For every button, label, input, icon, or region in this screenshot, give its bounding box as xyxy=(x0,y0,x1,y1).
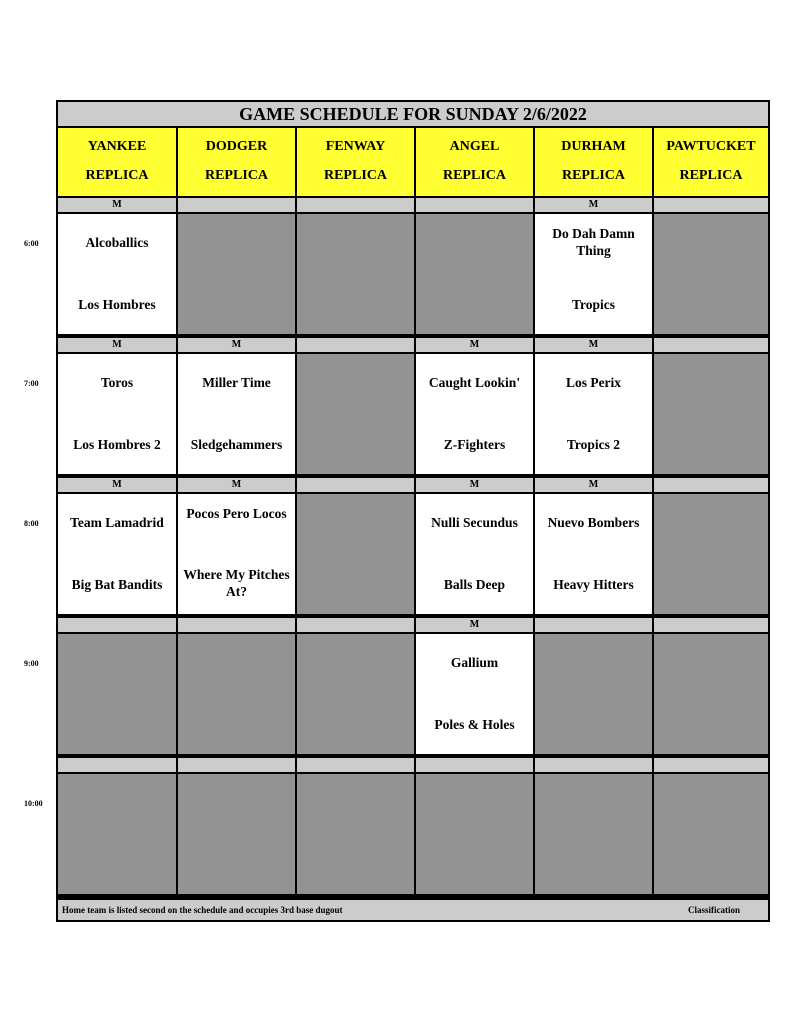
marker-cell xyxy=(297,478,414,492)
field-name: DURHAM xyxy=(561,138,626,154)
marker-cell: M xyxy=(416,338,533,352)
empty-slot xyxy=(297,774,414,894)
marker-cell: M xyxy=(416,478,533,492)
empty-slot xyxy=(416,214,533,334)
marker-cell xyxy=(416,198,533,212)
marker-cell xyxy=(535,758,652,772)
marker-cell xyxy=(654,198,768,212)
empty-slot xyxy=(178,214,295,334)
marker-cell: M xyxy=(535,198,652,212)
time-label: 8:00 xyxy=(24,519,39,528)
away-team: Nuevo Bombers xyxy=(547,515,640,530)
game-cell xyxy=(178,494,295,614)
home-team: Balls Deep xyxy=(443,577,506,592)
game-cell xyxy=(416,354,533,474)
empty-slot xyxy=(535,774,652,894)
marker-cell xyxy=(178,198,295,212)
empty-slot xyxy=(297,494,414,614)
marker-cell xyxy=(654,478,768,492)
away-team: Gallium xyxy=(450,655,499,670)
game-cell xyxy=(535,494,652,614)
game-cell xyxy=(58,494,176,614)
empty-slot xyxy=(178,774,295,894)
away-team: Nulli Secundus xyxy=(431,515,518,530)
home-team: Heavy Hitters xyxy=(553,577,634,592)
game-cell xyxy=(416,494,533,614)
field-subtitle: REPLICA xyxy=(561,168,625,184)
marker-cell xyxy=(58,758,176,772)
empty-slot xyxy=(654,774,768,894)
empty-slot xyxy=(654,354,768,474)
game-cell xyxy=(535,354,652,474)
marker-cell xyxy=(535,618,652,632)
marker-cell xyxy=(297,338,414,352)
field-name: ANGEL xyxy=(449,138,500,154)
empty-slot xyxy=(416,774,533,894)
away-team: Caught Lookin' xyxy=(428,375,521,390)
empty-slot xyxy=(297,634,414,754)
marker-cell: M xyxy=(416,618,533,632)
empty-slot xyxy=(58,634,176,754)
empty-slot xyxy=(654,494,768,614)
home-team: Sledgehammers xyxy=(190,437,283,452)
schedule-table xyxy=(56,100,770,922)
empty-slot xyxy=(654,214,768,334)
schedule-footer xyxy=(58,900,768,920)
marker-cell: M xyxy=(535,478,652,492)
time-label: 9:00 xyxy=(24,659,39,668)
home-team: Where My Pitches At? xyxy=(183,567,290,599)
time-label: 7:00 xyxy=(24,379,39,388)
marker-cell: M xyxy=(58,198,176,212)
away-team: Team Lamadrid xyxy=(70,515,164,530)
marker-cell: M xyxy=(58,478,176,492)
schedule-title: GAME SCHEDULE FOR SUNDAY 2/6/2022 xyxy=(58,102,768,126)
marker-cell xyxy=(178,618,295,632)
home-team: Los Hombres xyxy=(78,297,156,312)
home-team: Z-Fighters xyxy=(443,437,506,452)
marker-cell xyxy=(58,618,176,632)
marker-cell xyxy=(178,758,295,772)
empty-slot xyxy=(58,774,176,894)
empty-slot xyxy=(297,214,414,334)
empty-slot xyxy=(178,634,295,754)
game-cell xyxy=(58,354,176,474)
field-name: DODGER xyxy=(205,138,268,154)
field-subtitle: REPLICA xyxy=(204,168,268,184)
marker-cell xyxy=(654,758,768,772)
home-team: Los Hombres 2 xyxy=(73,437,161,452)
empty-slot xyxy=(654,634,768,754)
marker-cell: M xyxy=(535,338,652,352)
away-team: Do Dah Damn Thing xyxy=(552,226,635,258)
game-cell xyxy=(535,214,652,334)
marker-cell xyxy=(654,618,768,632)
time-label: 10:00 xyxy=(24,799,43,808)
away-team: Pocos Pero Locos xyxy=(186,506,287,521)
empty-slot xyxy=(297,354,414,474)
field-header-fenway xyxy=(297,128,414,196)
field-subtitle: REPLICA xyxy=(323,168,387,184)
field-name: YANKEE xyxy=(87,138,147,154)
away-team: Toros xyxy=(100,375,134,390)
field-header-yankee xyxy=(58,128,176,196)
field-subtitle: REPLICA xyxy=(679,168,743,184)
marker-cell xyxy=(297,758,414,772)
home-team: Poles & Holes xyxy=(434,717,515,732)
footer-note: Home team is listed second on the schedule and occupies 3rd base dugout xyxy=(62,905,343,915)
away-team: Miller Time xyxy=(202,375,271,390)
empty-slot xyxy=(535,634,652,754)
field-header-pawtucket xyxy=(654,128,768,196)
home-team: Big Bat Bandits xyxy=(71,577,163,592)
footer-classification: Classification xyxy=(687,905,740,915)
marker-cell xyxy=(297,198,414,212)
game-cell xyxy=(416,634,533,754)
marker-cell xyxy=(297,618,414,632)
field-header-durham xyxy=(535,128,652,196)
marker-cell xyxy=(416,758,533,772)
marker-cell: M xyxy=(58,338,176,352)
time-label: 6:00 xyxy=(24,239,39,248)
game-cell xyxy=(178,354,295,474)
marker-cell: M xyxy=(178,478,295,492)
field-subtitle: REPLICA xyxy=(85,168,149,184)
field-header-angel xyxy=(416,128,533,196)
marker-cell: M xyxy=(178,338,295,352)
marker-cell xyxy=(654,338,768,352)
game-cell xyxy=(58,214,176,334)
field-header-dodger xyxy=(178,128,295,196)
away-team: Alcoballics xyxy=(85,235,149,250)
field-name: PAWTUCKET xyxy=(666,138,756,154)
home-team: Tropics 2 xyxy=(566,437,621,452)
field-subtitle: REPLICA xyxy=(442,168,506,184)
field-name: FENWAY xyxy=(325,138,386,154)
home-team: Tropics xyxy=(571,297,615,312)
away-team: Los Perix xyxy=(565,375,622,390)
